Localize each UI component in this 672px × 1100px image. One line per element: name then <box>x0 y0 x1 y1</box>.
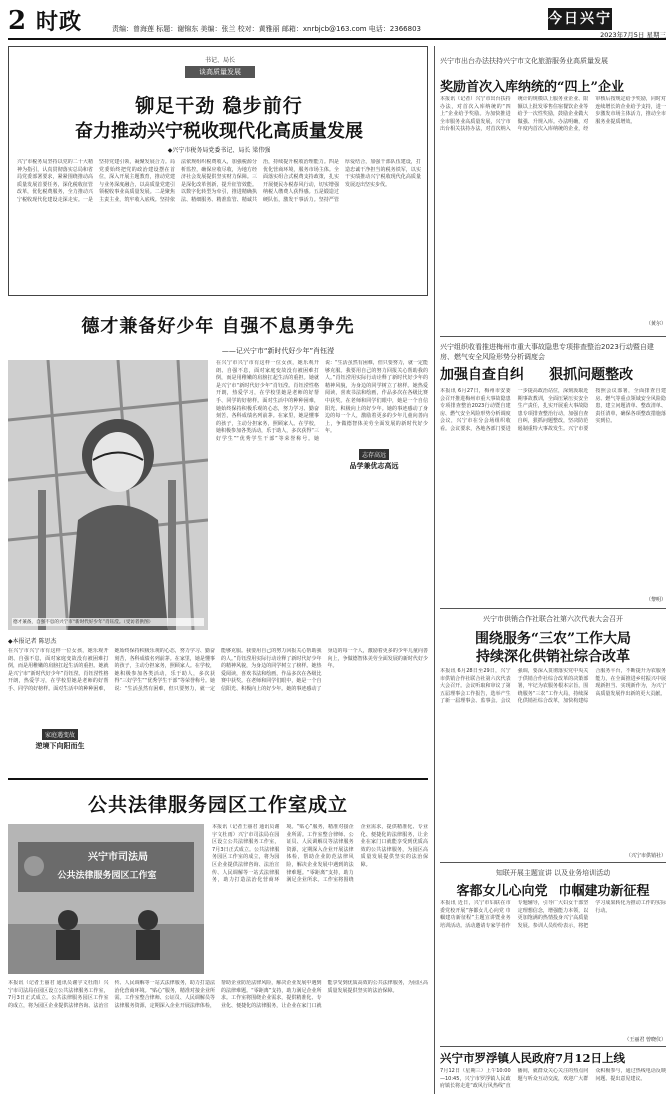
feature-tag-1-label: 家庭遇变故 <box>42 729 78 740</box>
feature-byline: ◆本报记者 陈思杰 <box>8 638 57 645</box>
a4-body: 本报讯 近日，兴宁市妇联在市委党校开展“客都女儿心向党 巾帼建功新征程”主题宣讲暨业务培训活动。活动邀请专家学者作专题辅导，引导广大妇女干部坚定理想信念，增强能力本领，以更加饱满的热情投身兴宁高质量发展。参训人员纷纷表示，将把学习成果转化为推动工作的实际行动。 <box>440 900 666 929</box>
legal-article <box>8 778 428 1094</box>
lead-body: 兴宁市税务局坚持以党的二十大精神为指引，认真贯彻落实总局和省局党委部署要求，紧紧围绕推动高质量发展首要任务，深化税收征管改革，优化税费服务，全力推动兴宁税收现代化建设走深走实。一是坚持党建引领，凝聚发展合力。局党委始终把党的政治建设摆在首位，深入开展主题教育，推动党建与业务深度融合，以高质量党建引领税收事业高质量发展。二是聚焦主责主业，筑牢收入底线。坚持依法依规组织税费收入，加强税源分析监控，确保应收尽收，为地方经济社会发展提供坚实财力保障。三是深化改革创新，提升征管效能。以数字化转型为牵引，推进精确执法、精细服务、精准监管、精诚共治，持续提升税收治理能力。四是优化营商环境，服务市场主体。全面落实组合式税费支持政策，扎实开展便民办税春风行动，切实增强纳税人缴费人获得感。五是锻造过硬队伍，激发干事活力。坚持严管厚爱结合，加强干部队伍建设，打造忠诚干净担当的税务铁军，以实干实绩推动兴宁税收现代化高质量发展迈出坚实步伐。 <box>17 159 421 203</box>
feature-body-bottom: 在兴宁市兴宁市有这样一位女孩，她乐观开朗、自强不息，面对家庭变故没有被困难打倒，而是用稚嫩的肩膀扛起生活的重担。她就是兴宁市“新时代好少年”肖钰滢。肖钰滢性格开朗，热爱学习，在学校里她是老师的好帮手、同学的好榜样。面对生活中的种种困难，她始终保持积极乐观的心态，努力学习、勤奋刻苦，各科成绩名列前茅。在家里，她是懂事的孩子，主动分担家务，照顾家人。在学校，她积极参加各类活动，乐于助人，多次获得“三好学生”“优秀学生干部”等荣誉称号。她说：“生活虽然有困难，但只要努力，就一定能够克服。我要用自己的努力回报关心帮助我的人。”肖钰滢用实际行动诠释了新时代好少年的精神风貌，为身边的同学树立了榜样。她热爱阅读，喜欢书法和绘画，作品多次在各级比赛中获奖。在老师和同学们眼中，她是一个自信阳光、积极向上的好少年。她的事迹感动了身边的每一个人，激励着更多的少年儿童向善向上，争做德智体美劳全面发展的新时代好少年。 <box>8 648 428 692</box>
lead-kicker-role: 书记、局长 <box>204 57 235 64</box>
legal-body-bottom: 本报讯（记者王丽君 通讯员谢宇文杜雨）兴宁市司法局在园区设立公共法律服务工作室，7月3日正式成立。公共法律服务园区工作室的成立，将为园区企业提供法律咨询、法治宣传、人民调解等一站式法律服务，助力打造法治化营商环境。“贴心”服务，精准对接企业所需。工作室整合律师、公证员、人民调解员等法律服务资源，定期深入企业开展法律体检，帮助企业防范法律风险，解决企业发展中遇到的法律难题。“零距离”支持，助力满足企业所求。工作室将围绕企业需求，提供精准化、专业化、便捷化的法律服务，让企业在家门口就能享受到优质高效的公共法律服务，为园区高质量发展提供坚实的法治保障。 <box>8 980 428 1009</box>
a2-body: 本报讯 6月27日，梅州市安委会召开推进梅州市重大事故隐患专项排查整治2023行动暨自建房、燃气安全风险形势分析调度会议，兴宁市在分会场组织收看。会议要求，各地各部门要进一步提高政治站位，深刻汲取近期事故教训，全面压紧压实安全生产责任，扎实开展重大事故隐患专项排查整治行动，加强自查自纠，狠抓问题整改，坚决防范遏制重特大事故发生。兴宁市要按照会议部署，全面排查自建房、燃气等重点领域安全风险隐患，建立问题清单、整改清单、责任清单，确保各项整改措施落实到位。 <box>440 388 666 432</box>
a1-kicker: 兴宁市出台办法扶持兴宁市文化旅游服务业高质量发展 <box>440 57 608 65</box>
feature-tag-2-label: 志存高远 <box>359 449 389 460</box>
right-article-3 <box>440 612 666 862</box>
a4-source: （王丽君 曾晓仪） <box>624 1037 666 1043</box>
a2-kicker: 兴宁组织收看推进梅州市重大事故隐患专项排查整治2023行动暨自建房、燃气安全风险形势分析调度会 <box>440 343 654 361</box>
masthead <box>8 6 666 40</box>
feature-tag-1-sub: 逆境下向阳而生 <box>35 742 85 750</box>
lead-kicker-tag: 谈高质量发展 <box>185 66 255 78</box>
a1-body: 本报讯（记者）兴宁市出台扶持办法，对首次入库纳统的“四上”企业给予奖励。为加快推进全市服务业高质量发展，兴宁市出台相关扶持办法，对首次纳入统计的规模以上服务业企业、限额以上批发零售住宿餐饮企业等给予一次性奖励，鼓励企业做大做强、升规入库。办法明确，对年度内首次入库纳统的企业，经审核后按规定给予奖励，同时对连续增长的企业给予支持，进一步激发市场主体活力，推动全市服务业提质增效。 <box>440 96 666 133</box>
right-article-4 <box>440 866 666 1046</box>
girl-photo <box>8 360 208 630</box>
a5-body: 7月12日（星期三）上午10:00—10:45，兴宁市罗浮镇人民政府镇长将走进“政风行风热线”直播间，就群众关心关注的热点问题与听众互动交流，欢迎广大群众积极参与，通过热线电话反映问题、提出意见建议。 <box>440 1068 666 1090</box>
a3-headline-2: 持续深化供销社综合改革 <box>476 649 630 665</box>
newspaper-logo: 今日兴宁 <box>548 8 612 30</box>
a5-headline: 兴宁市罗浮镇人民政府7月12日上线 <box>440 1051 626 1065</box>
feature-headline: 德才兼备好少年 自强不息勇争先 <box>81 316 355 337</box>
a3-headline-1: 围绕服务“三农”工作大局 <box>474 631 632 647</box>
feature-article <box>8 302 428 772</box>
a4-headline <box>440 880 666 899</box>
right-article-5 <box>440 1050 666 1094</box>
feature-body-right: 在兴宁市兴宁市有这样一位女孩，她乐观开朗、自强不息，面对家庭变故没有被困难打倒，而是用稚嫩的肩膀扛起生活的重担。她就是兴宁市“新时代好少年”肖钰滢。肖钰滢性格开朗，热爱学习，在学校里她是老师的好帮手、同学的好榜样。面对生活中的种种困难，她始终保持积极乐观的心态，努力学习、勤奋刻苦，各科成绩名列前茅。在家里，她是懂事的孩子，主动分担家务，照顾家人。在学校，她积极参加各类活动，乐于助人，多次获得“三好学生”“优秀学生干部”等荣誉称号。她说：“生活虽然有困难，但只要努力，就一定能够克服。我要用自己的努力回报关心帮助我的人。”肖钰滢用实际行动诠释了新时代好少年的精神风貌，为身边的同学树立了榜样。她热爱阅读，喜欢书法和绘画，作品多次在各级比赛中获奖。在老师和同学们眼中，她是一个自信阳光、积极向上的好少年。她的事迹感动了身边的每一个人，激励着更多的少年儿童向善向上，争做德智体美劳全面发展的新时代好少年。 <box>216 360 428 442</box>
right-column <box>440 46 666 1094</box>
right-rule-3 <box>440 862 666 863</box>
right-rule-2 <box>440 608 666 609</box>
a1-headline: 奖励首次入库纳统的“四上”企业 <box>440 80 624 95</box>
feature-tag-2 <box>320 442 428 471</box>
a3-source: （兴宁市供销社） <box>625 853 666 859</box>
lead-byline: ◆兴宁市税务局党委书记、局长 梁伟强 <box>167 147 271 154</box>
a2-headline-2: 狠抓问题整改 <box>549 367 634 383</box>
right-rule-4 <box>440 1046 666 1047</box>
page-number: 2 <box>8 6 27 36</box>
photo-caption: 德才兼备，自强不息的兴宁市“新时代好少年”肖钰滢。（受访者供图） <box>12 618 204 626</box>
feature-tag-2-sub: 品学兼优志高远 <box>349 462 399 470</box>
legal-photo-sign-1: 兴宁市司法局 <box>88 852 148 863</box>
legal-headline: 公共法律服务园区工作室成立 <box>87 794 348 816</box>
a2-headline <box>440 364 666 384</box>
lead-headline-2: 奋力推动兴宁税收现代化高质量发展 <box>75 121 363 142</box>
legal-body-right: 本报讯（记者王丽君 通讯员谢宇文杜雨）兴宁市司法局在园区设立公共法律服务工作室，7月3日正式成立。公共法律服务园区工作室的成立，将为园区企业提供法律咨询、法治宣传、人民调解等一站式法律服务，助力打造法治化营商环境。“贴心”服务，精准对接企业所需。工作室整合律师、公证员、人民调解员等法律服务资源，定期深入企业开展法律体检，帮助企业防范法律风险，解决企业发展中遇到的法律难题。“零距离”支持，助力满足企业所求。工作室将围绕企业需求，提供精准化、专业化、便捷化的法律服务，让企业在家门口就能享受到优质高效的公共法律服务，为园区高质量发展提供坚实的法治保障。 <box>212 824 428 884</box>
right-article-1 <box>440 46 666 336</box>
feature-tag-1 <box>10 722 110 751</box>
right-rule-1 <box>440 336 666 337</box>
lead-kicker <box>185 55 255 78</box>
a2-source: （黎明） <box>645 597 666 603</box>
lead-article <box>8 46 428 296</box>
right-article-2 <box>440 340 666 608</box>
a4-headline-2: 巾帼建功新征程 <box>558 884 650 899</box>
a4-headline-1: 客都女儿心向党 <box>456 884 548 899</box>
lead-headline-1: 铆足干劲 稳步前行 <box>135 95 303 117</box>
girl-photo-illustration <box>8 360 208 630</box>
issue-date: 2023年7月5日 星期三 <box>600 31 666 39</box>
a2-headline-1: 加强自查自纠 <box>440 367 524 383</box>
column-divider <box>434 46 435 1094</box>
a1-source: （黄尔） <box>645 321 666 327</box>
a3-kicker: 兴宁市供销合作社联合社第六次代表大会召开 <box>483 615 623 623</box>
legal-photo-sign-2: 公共法律服务园区工作室 <box>57 871 157 881</box>
section-title: 时政 <box>36 9 83 35</box>
feature-subhead: ——记兴宁市“新时代好少年”肖钰滢 <box>221 347 335 355</box>
editor-info: 责编：曾海莲 标题：谢锦东 美编：张兰 校对：黄雅丽 邮箱：xnrbjcb@163.com 电话：2366803 <box>112 25 421 33</box>
legal-photo-illustration <box>8 824 204 974</box>
a3-body: 本报讯 6月28日至29日，兴宁市供销合作社联合社第六次代表大会召开。会议听取和审议了第五届理事会工作报告，选举产生了新一届理事会、监事会。会议强调，要深入贯彻落实党中央关于供销合作社综合改革的决策部署，牢记为农服务根本宗旨，围绕服务“三农”工作大局，持续深化供销社综合改革，加快构建综合服务平台，不断提升为农服务能力，在全面推进乡村振兴中展现新担当、实现新作为，为兴宁高质量发展作出新的更大贡献。 <box>440 668 666 705</box>
a4-kicker: 知联开展主题宣讲 以及业务培训活动 <box>495 869 611 877</box>
legal-photo <box>8 824 204 974</box>
